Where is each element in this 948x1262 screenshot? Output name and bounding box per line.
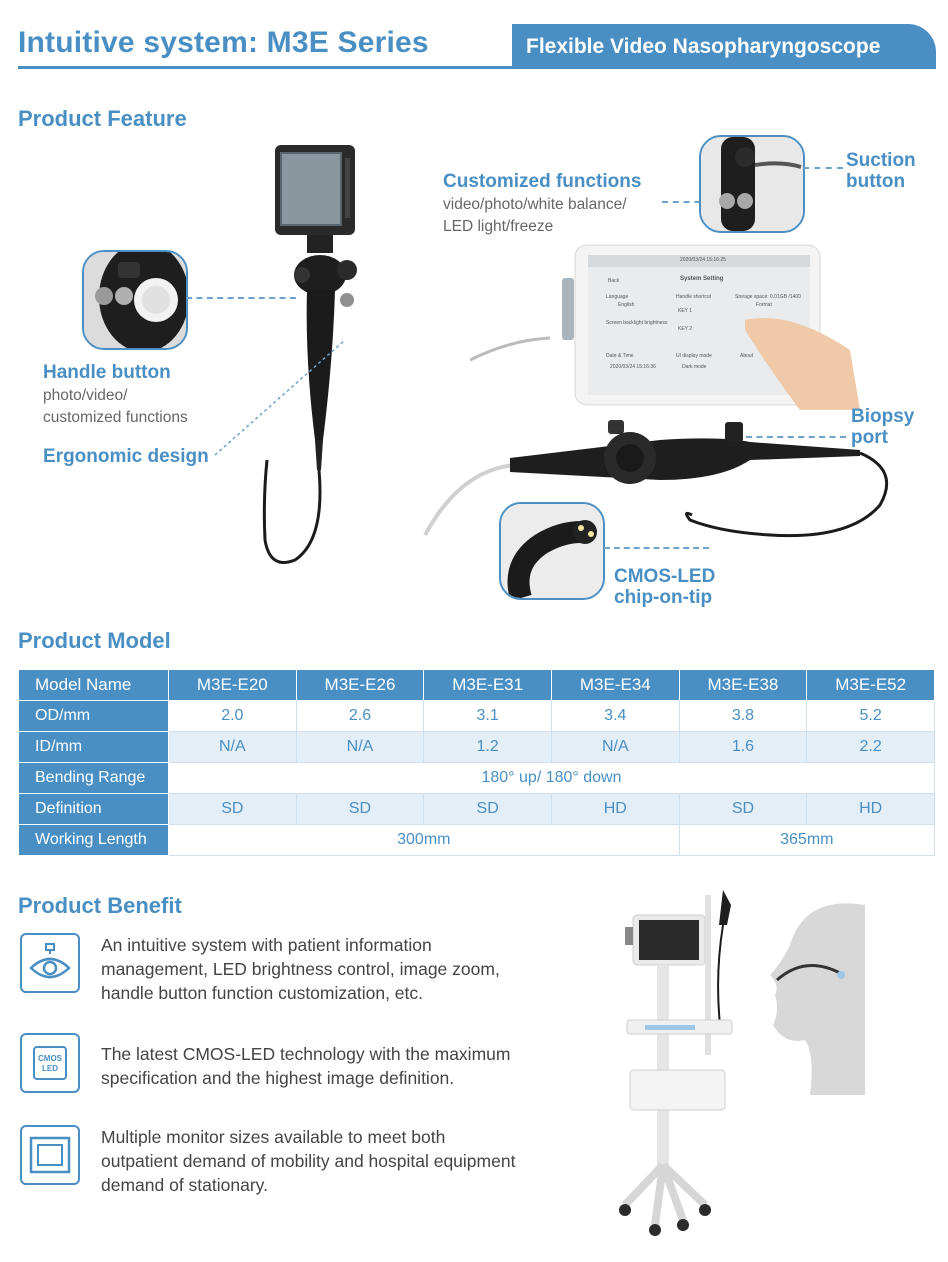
title-underline [18, 66, 518, 69]
row-label: OD/mm [19, 701, 169, 732]
model-name-cell: M3E-E34 [551, 670, 679, 701]
working-length-cell: 365mm [679, 825, 934, 856]
od-cell: 3.4 [551, 701, 679, 732]
tablet-display-mode-value: Dark mode [682, 364, 707, 370]
tablet-display-mode-label: UI display mode [676, 353, 712, 359]
bending-range-cell: 180° up/ 180° down [169, 763, 935, 794]
chip-text-led: LED [42, 1064, 58, 1073]
od-cell: 5.2 [807, 701, 935, 732]
row-label: ID/mm [19, 732, 169, 763]
customized-functions-desc-line2: LED light/freeze [443, 218, 554, 235]
od-cell: 2.0 [169, 701, 297, 732]
model-name-cell: M3E-E26 [296, 670, 424, 701]
id-cell: N/A [551, 732, 679, 763]
table-row [19, 701, 935, 732]
model-name-cell: M3E-E31 [424, 670, 552, 701]
suction-button-zoom-image [699, 135, 805, 233]
benefit-3-line-3: demand of stationary. [101, 1175, 268, 1195]
tablet-date-label: Date & Time [606, 353, 634, 359]
row-label: Working Length [19, 825, 169, 856]
ergonomic-leader [210, 335, 350, 460]
definition-cell: HD [807, 794, 935, 825]
definition-cell: SD [424, 794, 552, 825]
benefit-2-line-1: The latest CMOS-LED technology with the maximum [101, 1044, 511, 1064]
benefit-1-line-3: handle button function customization, etc. [101, 983, 424, 1003]
eye-monitor-icon [20, 933, 80, 993]
tablet-language-label: Language [606, 294, 629, 300]
tablet-key2-label: KEY 2 [678, 326, 693, 332]
tablet-language-value: English [618, 302, 635, 308]
id-cell: 1.2 [424, 732, 552, 763]
ergonomic-design-label: Ergonomic design [43, 446, 209, 467]
row-label: Definition [19, 794, 169, 825]
tablet-back-button: Back [608, 278, 620, 284]
handle-button-desc-line1: photo/video/ [43, 387, 128, 404]
handle-button-zoom-image [82, 250, 188, 350]
definition-cell: SD [296, 794, 424, 825]
benefit-3-line-2: outpatient demand of mobility and hospital equipment [101, 1151, 516, 1171]
od-cell: 3.1 [424, 701, 552, 732]
endoscope-handle-image [420, 410, 900, 560]
table-row [19, 763, 935, 794]
suction-button-leader [803, 167, 843, 169]
definition-cell: HD [551, 794, 679, 825]
model-name-cell: M3E-E38 [679, 670, 807, 701]
benefit-heading: Product Benefit [18, 893, 182, 918]
cmos-led-label-line2: chip-on-tip [614, 587, 713, 608]
monitor-frame-icon [20, 1125, 80, 1185]
row-label: Model Name [19, 670, 169, 701]
model-name-cell: M3E-E52 [807, 670, 935, 701]
model-spec-table [18, 669, 935, 856]
table-row [19, 732, 935, 763]
product-category-tab: Flexible Video Nasopharyngoscope [512, 24, 936, 69]
suction-button-label-line1: Suction [846, 150, 916, 171]
table-row [19, 670, 935, 701]
model-heading: Product Model [18, 628, 171, 653]
benefit-1-line-2: management, LED brightness control, image zoom, [101, 959, 500, 979]
tablet-about-label: About [740, 353, 754, 359]
handle-button-title: Handle button [43, 362, 171, 383]
id-cell: N/A [169, 732, 297, 763]
suction-button-label-line2: button [846, 171, 906, 192]
chip-text-cmos: CMOS [38, 1054, 62, 1063]
model-name-cell: M3E-E20 [169, 670, 297, 701]
id-cell: N/A [296, 732, 424, 763]
row-label: Bending Range [19, 763, 169, 794]
tablet-screen-title: System Setting [680, 276, 724, 282]
tablet-brightness-label: Screen backlight brightness [606, 320, 668, 326]
cart-system-image [605, 885, 875, 1245]
tablet-date-value: 2020/03/24 15:16:36 [610, 364, 656, 370]
benefit-3-line-1: Multiple monitor sizes available to meet both [101, 1127, 446, 1147]
benefit-2-line-2: specification and the highest image definition. [101, 1068, 455, 1088]
working-length-cell: 300mm [169, 825, 680, 856]
cmos-tip-leader [604, 547, 709, 549]
customized-functions-desc-line1: video/photo/white balance/ [443, 196, 627, 213]
cmos-tip-zoom-image [499, 502, 605, 600]
id-cell: 2.2 [807, 732, 935, 763]
cmos-led-chip-icon [20, 1033, 80, 1093]
tablet-status-time: 2020/03/24 15:16:25 [680, 257, 726, 263]
handle-button-desc-line2: customized functions [43, 409, 188, 426]
tablet-screen-ui [590, 254, 810, 394]
tablet-handle-shortcut-label: Handle shortcut [676, 294, 712, 300]
biopsy-port-leader [746, 436, 846, 438]
benefit-text-3 [101, 1125, 515, 1197]
od-cell: 3.8 [679, 701, 807, 732]
benefit-text-1 [101, 933, 500, 1005]
definition-cell: SD [679, 794, 807, 825]
benefit-1-line-1: An intuitive system with patient information [101, 935, 432, 955]
biopsy-port-label-line2: port [851, 427, 888, 448]
tablet-storage-label: Storage space: 0.01GB /1400 [735, 294, 801, 300]
id-cell: 1.6 [679, 732, 807, 763]
tablet-key1-label: KEY 1 [678, 308, 693, 314]
table-row [19, 794, 935, 825]
cmos-led-label-line1: CMOS-LED [614, 566, 716, 587]
biopsy-port-label-line1: Biopsy [851, 406, 915, 427]
handle-button-leader [186, 297, 296, 299]
table-row [19, 825, 935, 856]
tablet-format-button: Format [756, 302, 772, 308]
od-cell: 2.6 [296, 701, 424, 732]
customized-functions-title: Customized functions [443, 171, 642, 192]
definition-cell: SD [169, 794, 297, 825]
benefit-text-2 [101, 1042, 510, 1090]
feature-heading: Product Feature [18, 106, 187, 131]
page-title: Intuitive system: M3E Series [18, 26, 429, 59]
